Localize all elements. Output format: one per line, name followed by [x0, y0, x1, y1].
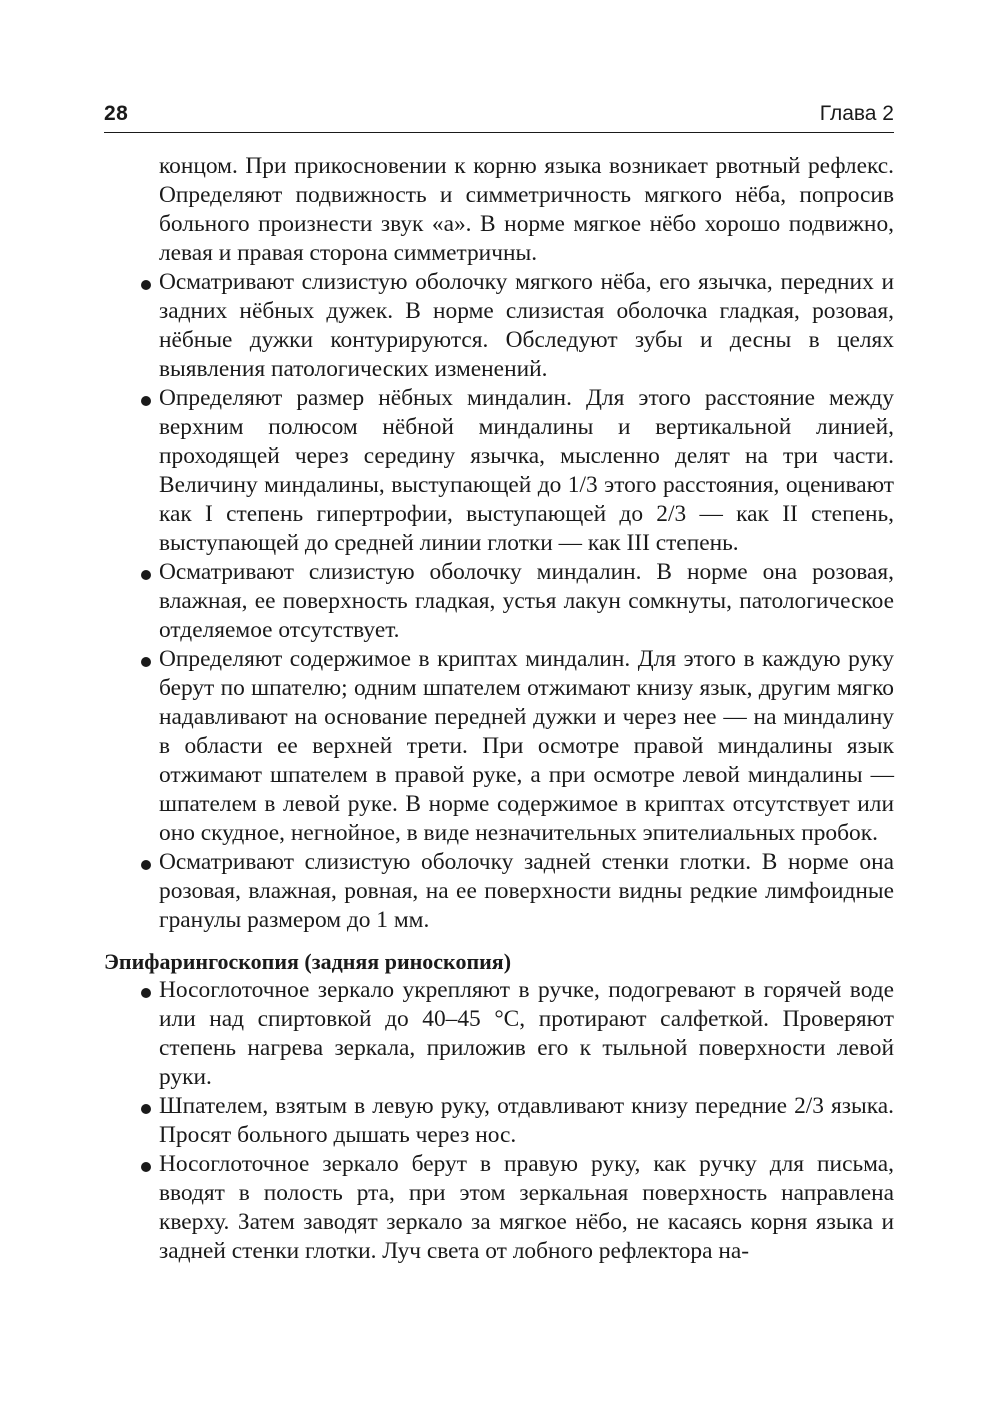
- section-heading: Эпифарингоскопия (задняя риноскопия): [104, 949, 512, 974]
- list-item-text: Определяют содержимое в криптах миндалин. Для этого в каждую руку берут по шпателю; одним шпателем отжимают книзу язык, другим мягко надавливают на основание передней дужки и через нее — на миндалину в области ее верхней трети. При осмотре правой миндалины язык отжимают шпателем в правой руке, а при осмотре левой миндалины — шпателем в левой руке. В норме содержимое в криптах отсутствует или оно скудное, негнойное, в виде незначительных эпителиальных пробок.: [159, 646, 894, 846]
- list-item: [104, 268, 894, 384]
- bullet-icon: [141, 657, 151, 667]
- page-number: 28: [104, 102, 129, 125]
- bullet-icon: [141, 1162, 151, 1172]
- bullet-icon: [141, 570, 151, 580]
- list-item: [104, 976, 894, 1092]
- list-item-text: Осматривают слизистую оболочку миндалин. В норме она розовая, влажная, ее поверхность гладкая, устья лакун сомкнуты, патологическое отделяемое отсутствует.: [159, 559, 894, 643]
- list-item: [104, 384, 894, 558]
- page-body: [104, 152, 894, 1266]
- bullet-icon: [141, 280, 151, 290]
- intro-paragraph: концом. При прикосновении к корню языка возникает рвотный рефлекс. Определяют подвижность и симметричность мягкого нёба, попросив больного произнести звук «а». В норме мягкое нёбо хорошо подвижно, левая и правая сторона симметричны.: [159, 153, 894, 266]
- bullet-icon: [141, 860, 151, 870]
- list-item-text: Носоглоточное зеркало укрепляют в ручке, подогревают в горячей воде или над спиртовкой до 40–45 °С, протирают салфеткой. Проверяют степень нагрева зеркала, приложив его к тыльной поверхности левой руки.: [159, 977, 894, 1090]
- list-item: [104, 848, 894, 935]
- list-item-text: Осматривают слизистую оболочку мягкого нёба, его язычка, передних и задних нёбных дужек. В норме слизистая оболочка гладкая, розовая, нёбные дужки контурируются. Обследуют зубы и десны в целях выявления патологических изменений.: [159, 269, 894, 382]
- bullet-icon: [141, 1104, 151, 1114]
- bullet-icon: [141, 988, 151, 998]
- list-item: [104, 558, 894, 645]
- list-item-text: Носоглоточное зеркало берут в правую руку, как ручку для письма, вводят в полость рта, при этом зеркальная поверхность направлена кверху. Затем заводят зеркало за мягкое нёбо, не касаясь корня языка и задней стенки глотки. Луч света от лобного рефлектора на-: [159, 1151, 894, 1264]
- bullet-icon: [141, 396, 151, 406]
- list-item-text: Определяют размер нёбных миндалин. Для этого расстояние между верхним полюсом нёбной миндалины и вертикальной линией, проходящей через середину язычка, мысленно делят на три части. Величину миндалины, выступающей до 1/3 этого расстояния, оценивают как I степень гипертрофии, выступающей до 2/3 — как II степень, выступающей до средней линии глотки — как III степень.: [159, 385, 894, 556]
- running-header: [104, 100, 894, 133]
- list-item-text: Осматривают слизистую оболочку задней стенки глотки. В норме она розовая, влажная, ровная, на ее поверхности видны редкие лимфоидные гранулы размером до 1 мм.: [159, 849, 894, 933]
- chapter-title: Глава 2: [819, 102, 894, 125]
- list-item-text: Шпателем, взятым в левую руку, отдавливают книзу передние 2/3 языка. Просят больного дышать через нос.: [159, 1093, 894, 1148]
- list-item: [104, 1150, 894, 1266]
- list-item: [104, 645, 894, 848]
- list-item: [104, 1092, 894, 1150]
